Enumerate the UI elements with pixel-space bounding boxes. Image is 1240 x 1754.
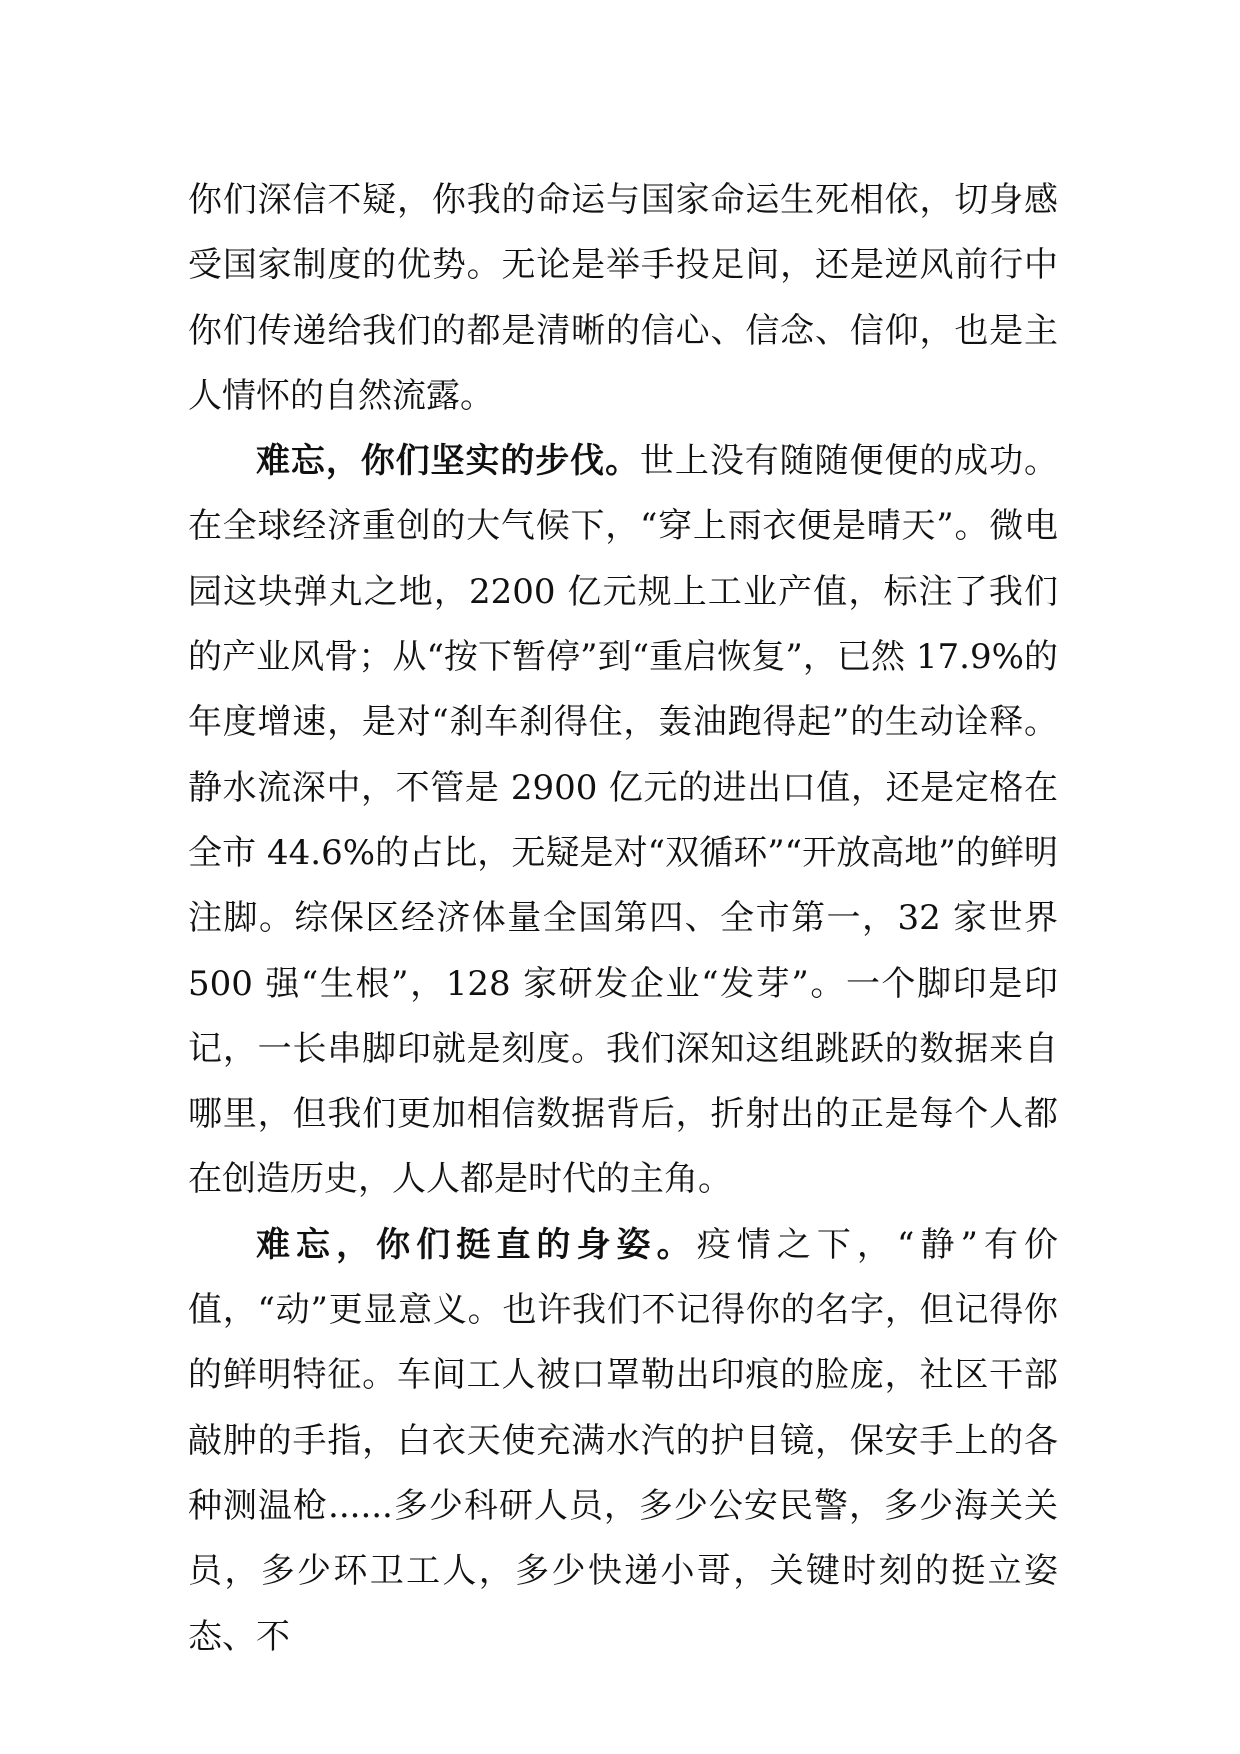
paragraph-lead-heading: 难忘，你们坚实的步伐。 xyxy=(256,441,640,482)
paragraph-continued xyxy=(188,168,1058,429)
paragraph-steps xyxy=(188,429,1058,1213)
paragraph-text: 你们深信不疑，你我的命运与国家命运生死相依，切身感受国家制度的优势。无论是举手投足间，还是逆风前行中你们传递给我们的都是清晰的信心、信念、信仰，也是主人情怀的自然流露。 xyxy=(188,180,1058,416)
paragraph-posture xyxy=(188,1213,1058,1670)
document-page xyxy=(188,168,1058,1670)
paragraph-text: 世上没有随随便便的成功。在全球经济重创的大气候下，“穿上雨衣便是晴天”。微电园这块弹丸之地，2200 亿元规上工业产值，标注了我们的产业风骨；从“按下暂停”到“重启恢复”，已然 17.9%的年度增速，是对“刹车刹得住，轰油跑得起”的生动诠释。静水流深中，不管是 2900 亿元的进出口值，还是定格在全市 44.6%的占比，无疑是对“双循环”“开放高地”的鲜明注脚。综保区经济体量全国第四、全市第一，32 家世界 500 强“生根”，128 家研发企业“发芽”。一个脚印是印记，一长串脚印就是刻度。我们深知这组跳跃的数据来自哪里，但我们更加相信数据背后，折射出的正是每个人都在创造历史，人人都是时代的主角。 xyxy=(188,441,1058,1200)
paragraph-lead-heading: 难忘，你们挺直的身姿。 xyxy=(256,1224,697,1265)
paragraph-text: 疫情之下，“静”有价值，“动”更显意义。也许我们不记得你的名字，但记得你的鲜明特征。车间工人被口罩勒出印痕的脸庞，社区干部敲肿的手指，白衣天使充满水汽的护目镜，保安手上的各种测温枪......多少科研人员，多少公安民警，多少海关关员，多少环卫工人，多少快递小哥，关键时刻的挺立姿态、不 xyxy=(188,1224,1059,1657)
